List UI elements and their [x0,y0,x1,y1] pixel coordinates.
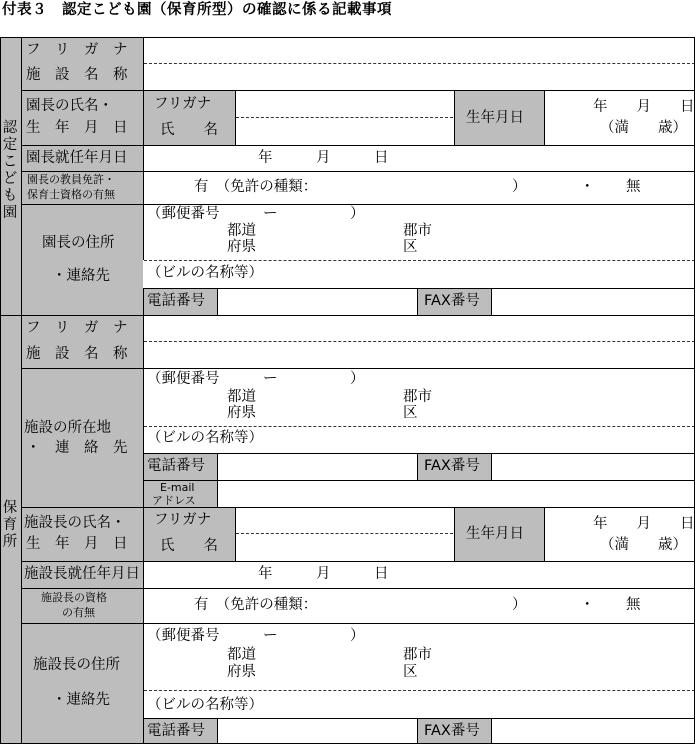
s2-gunshi2-1: 郡市 [403,647,432,663]
s2-name-short: 氏 名 [160,538,218,554]
s1-birthdate-label: 生年月日 [466,110,524,126]
s2-facility-name-label: 施 設 名 称 [26,346,128,362]
s1-fax-field[interactable] [491,288,695,315]
s1-postal: （郵便番号 ー ） [147,206,365,222]
s2-todofuken2-1: 都道 [227,647,256,663]
s2-todofuken2-2: 府県 [227,664,256,680]
s1-phone-label: 電話番号 [147,293,205,309]
s1-todofuken-2: 府県 [227,239,256,255]
section1-label: 認 定 こ ど も 園 [2,120,18,221]
s2-fax2-label: FAX番号 [424,723,480,739]
s2-location-label-1: 施設の所在地 [24,420,111,436]
s2-gunshi-1: 郡市 [403,389,432,405]
s1-appointment-field[interactable] [143,145,695,171]
s1-head-label-1: 園長の氏名・ [26,98,113,114]
s2-email-label-2: アドレス [152,494,196,507]
s2-license-close: ） [512,597,527,613]
s2-furigana-label: フ リ ガ ナ [26,320,128,336]
s2-phone2-field[interactable] [217,718,417,744]
s1-license-dot: ・ [580,179,595,195]
s2-fax-field[interactable] [491,453,695,480]
s2-gunshi2-2: 区 [403,664,418,680]
s1-license-no: 無 [626,179,641,195]
s2-license-label-2: の有無 [62,606,95,619]
s2-address-label-cell [21,623,143,744]
s2-gunshi-2: 区 [403,405,418,421]
s1-phone-field[interactable] [217,288,417,315]
s2-head-name-field[interactable] [235,507,454,561]
s2-license-yes: 有 （免許の種類： [194,597,318,613]
s2-fax-label: FAX番号 [424,458,480,474]
s2-birthdate-ymd: 年 月 日 [593,516,695,532]
s1-address-label: 園長の住所 [42,235,115,251]
s1-todofuken-1: 都道 [227,223,256,239]
s2-head-label-1: 施設長の氏名・ [24,515,126,531]
s1-birthdate-ymd: 年 月 日 [593,99,695,115]
s1-head-label-2: 生 年 月 日 [26,120,128,136]
s1-appointment-date: 年 月 日 [258,150,389,166]
s2-appointment-field[interactable] [143,561,695,588]
s2-postal2: （郵便番号 ー ） [147,628,365,644]
s1-license-label-2: 保育士資格の有無 [27,188,115,201]
s1-license-label-1: 園長の教員免許・ [27,173,115,186]
s1-license-close: ） [512,179,527,195]
s2-todofuken-1: 都道 [227,389,256,405]
s2-head-label-2: 生 年 月 日 [26,536,128,552]
s1-fax-label: FAX番号 [424,293,480,309]
s1-name-short: 氏 名 [160,122,218,138]
s1-license-yes: 有 （免許の種類： [194,179,318,195]
s1-furigana-label: フ リ ガ ナ [26,42,128,58]
s2-phone-field[interactable] [217,453,417,480]
s2-license-label-1: 施設長の資格 [41,591,107,604]
s1-address-label-cell [21,204,143,315]
s2-appointment-label: 施設長就任年月日 [24,566,140,582]
s2-location-label-2: ・ 連 絡 先 [26,440,128,456]
s2-license-dot: ・ [580,597,595,613]
s2-postal: （郵便番号 ー ） [147,371,365,387]
s2-phone2-label: 電話番号 [147,723,205,739]
s2-phone-label: 電話番号 [147,458,205,474]
s1-age-note: （満 歳） [600,120,687,136]
s1-appointment-label: 園長就任年月日 [26,150,128,166]
s2-email-label-1: E-mail [160,481,195,494]
s2-building2: （ビルの名称等） [147,697,263,713]
s1-gunshi-2: 区 [403,239,418,255]
s1-gunshi-1: 郡市 [403,223,432,239]
s2-email-field[interactable] [217,480,695,507]
s1-contact-label: ・連絡先 [52,268,110,284]
s1-furigana-short: フリガナ [154,96,212,112]
s2-address-label: 施設長の住所 [33,657,120,673]
s2-birthdate-label: 生年月日 [466,526,524,542]
section2-label: 保 育 所 [2,500,18,550]
s2-contact-label: ・連絡先 [52,692,110,708]
s2-license-no: 無 [626,597,641,613]
s1-facility-name-label: 施 設 名 称 [26,67,128,83]
s1-building: （ビルの名称等） [147,265,263,281]
s2-todofuken-2: 府県 [227,405,256,421]
page-title: 付表３ 認定こども園（保育所型）の確認に係る記載事項 [2,2,392,18]
s2-furigana-short: フリガナ [154,512,212,528]
s2-building: （ビルの名称等） [147,430,263,446]
s2-fax2-field[interactable] [491,718,695,744]
s2-location-label-cell [21,368,143,507]
s2-appointment-date: 年 月 日 [258,566,389,582]
s2-age-note: （満 歳） [600,537,687,553]
